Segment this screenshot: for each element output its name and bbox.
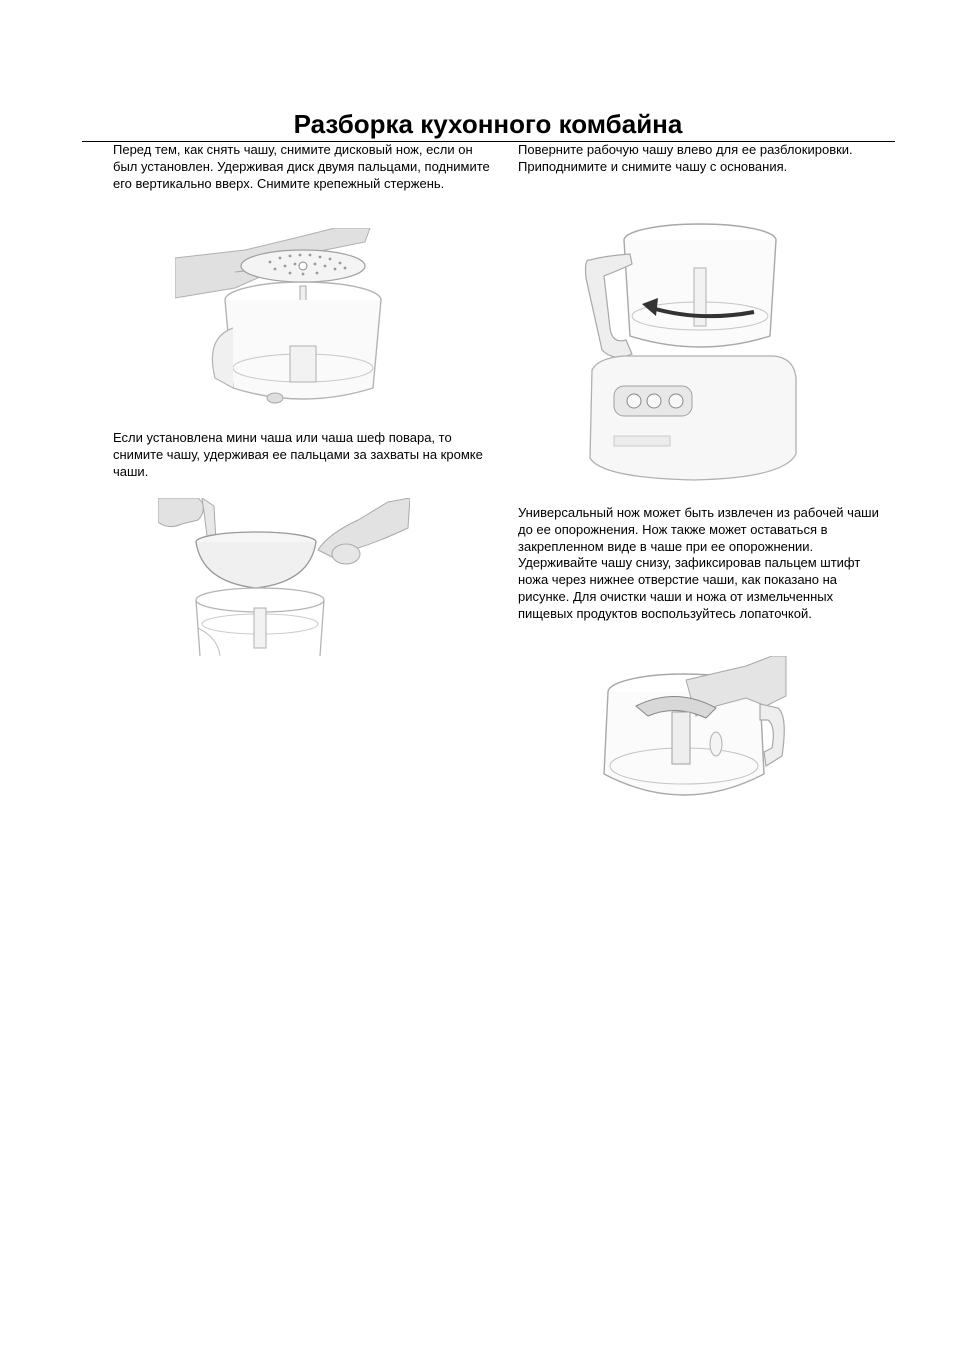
mini-bowl-removal-illustration: [158, 498, 410, 656]
blade-removal-illustration: [596, 656, 788, 812]
instruction-unlock-bowl: Поверните рабочую чашу влево для ее разблокировки. Приподнимите и снимите чашу с основания.: [518, 142, 853, 174]
instruction-remove-blade: Универсальный нож может быть извлечен из рабочей чаши до ее опорожнения. Нож также может оставаться в закрепленном виде в чаше при ее опорожнении. Удерживайте чашу снизу, зафиксировав пальцем штифт ножа через нижнее отверстие чаши, как показано на рисунке. Для очистки чаши и ножа от измельченных пищевых продуктов воспользуйтесь лопаточкой.: [518, 505, 879, 621]
instruction-remove-mini-bowl: Если установлена мини чаша или чаша шеф повара, то снимите чашу, удерживая ее пальцами за захваты на кромке чаши.: [113, 430, 483, 479]
instruction-remove-disc: Перед тем, как снять чашу, снимите дисковый нож, если он был установлен. Удерживая диск двумя пальцами, поднимите его вертикально вверх. Снимите крепежный стержень.: [113, 142, 490, 191]
bowl-rotation-illustration: [584, 218, 799, 482]
disc-removal-illustration: [175, 228, 393, 410]
page-title: Разборка кухонного комбайна: [293, 109, 683, 139]
